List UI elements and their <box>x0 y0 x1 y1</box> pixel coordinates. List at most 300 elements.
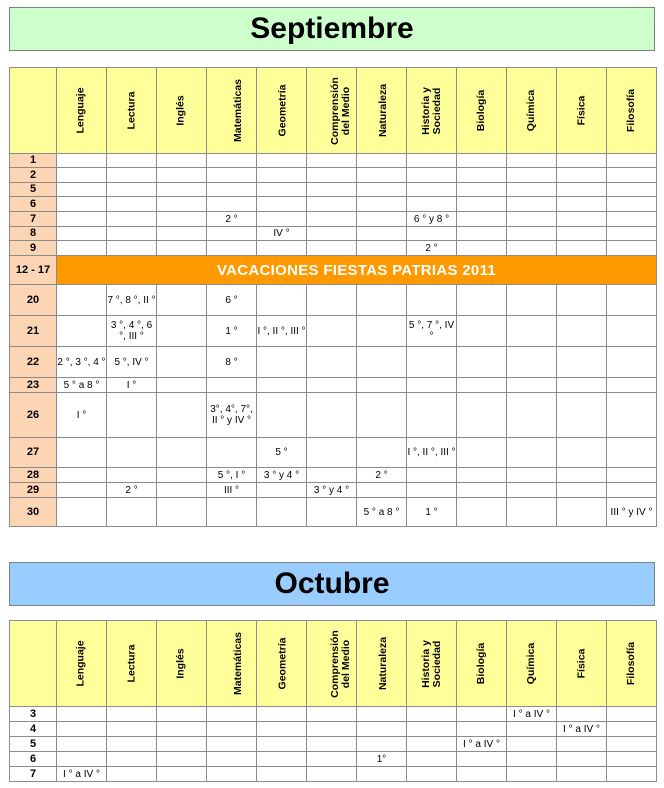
schedule-cell <box>107 154 157 168</box>
schedule-cell <box>307 227 357 241</box>
subject-header-filosofia <box>607 621 657 707</box>
subject-header-fisica <box>557 68 607 154</box>
schedule-cell <box>507 285 557 316</box>
schedule-cell <box>457 722 507 737</box>
schedule-cell <box>457 241 507 256</box>
schedule-cell <box>357 707 407 722</box>
schedule-cell <box>607 227 657 241</box>
schedule-cell <box>457 378 507 393</box>
schedule-cell <box>407 227 457 241</box>
schedule-cell <box>407 393 457 438</box>
subject-label: Filosofía <box>624 88 637 133</box>
schedule-cell <box>407 707 457 722</box>
schedule-cell <box>257 168 307 183</box>
table-row <box>10 183 657 197</box>
schedule-cell <box>57 737 107 752</box>
subject-header-comprension-del-medio <box>307 68 357 154</box>
schedule-cell <box>507 154 557 168</box>
subject-label: Naturaleza <box>377 636 390 691</box>
schedule-cell: I ° a IV ° <box>457 737 507 752</box>
schedule-cell <box>357 438 407 468</box>
day-number: 27 <box>10 438 57 468</box>
month-title-october: Octubre <box>9 562 655 606</box>
schedule-cell <box>607 154 657 168</box>
schedule-cell <box>157 483 207 498</box>
schedule-cell <box>157 241 207 256</box>
day-number: 3 <box>10 707 57 722</box>
schedule-cell <box>457 468 507 483</box>
schedule-cell <box>557 227 607 241</box>
schedule-cell <box>457 154 507 168</box>
schedule-cell <box>457 707 507 722</box>
day-number: 22 <box>10 347 57 378</box>
schedule-cell: I ° a IV ° <box>507 707 557 722</box>
schedule-cell <box>507 197 557 212</box>
schedule-cell <box>557 241 607 256</box>
schedule-cell <box>307 285 357 316</box>
subject-label: Matemáticas <box>232 78 245 143</box>
schedule-cell <box>57 438 107 468</box>
schedule-cell <box>207 197 257 212</box>
schedule-cell <box>507 483 557 498</box>
subject-header-matematicas <box>207 68 257 154</box>
schedule-cell <box>157 168 207 183</box>
schedule-cell <box>257 737 307 752</box>
schedule-cell <box>107 227 157 241</box>
schedule-cell <box>607 316 657 347</box>
subject-label: Biología <box>474 642 487 685</box>
schedule-cell: 1° <box>357 752 407 767</box>
schedule-cell <box>607 722 657 737</box>
schedule-cell <box>607 707 657 722</box>
table-row <box>10 468 657 483</box>
subject-header-row <box>10 68 657 154</box>
schedule-cell <box>207 752 257 767</box>
subject-header-naturaleza <box>357 621 407 707</box>
schedule-cell <box>357 285 407 316</box>
schedule-cell <box>257 722 307 737</box>
schedule-cell <box>257 767 307 782</box>
schedule-cell <box>257 183 307 197</box>
schedule-cell <box>307 468 357 483</box>
subject-header-historia-y-sociedad <box>407 621 457 707</box>
schedule-cell <box>307 154 357 168</box>
schedule-cell <box>307 767 357 782</box>
subject-header-biologia <box>457 621 507 707</box>
subject-header-comprension-del-medio <box>307 621 357 707</box>
schedule-cell <box>607 737 657 752</box>
schedule-cell: 5 ° a 8 ° <box>57 378 107 393</box>
schedule-cell: III ° y IV ° <box>607 498 657 527</box>
day-number: 5 <box>10 183 57 197</box>
schedule-cell <box>307 212 357 227</box>
schedule-cell <box>307 737 357 752</box>
schedule-cell <box>507 227 557 241</box>
schedule-cell: I ° <box>57 393 107 438</box>
schedule-cell <box>407 752 457 767</box>
schedule-cell <box>357 767 407 782</box>
schedule-cell <box>57 316 107 347</box>
schedule-cell <box>607 347 657 378</box>
schedule-cell <box>157 767 207 782</box>
schedule-cell <box>457 483 507 498</box>
schedule-cell <box>507 722 557 737</box>
schedule-cell <box>207 767 257 782</box>
schedule-cell <box>157 722 207 737</box>
day-number: 5 <box>10 737 57 752</box>
schedule-cell <box>557 498 607 527</box>
schedule-cell <box>457 752 507 767</box>
day-number: 2 <box>10 168 57 183</box>
subject-label: Naturaleza <box>377 83 390 138</box>
schedule-cell <box>507 393 557 438</box>
schedule-cell: 1 ° <box>207 316 257 347</box>
schedule-cell <box>57 483 107 498</box>
schedule-cell <box>457 183 507 197</box>
schedule-cell <box>557 347 607 378</box>
schedule-cell <box>457 212 507 227</box>
schedule-cell <box>107 468 157 483</box>
schedule-cell: 2 ° <box>407 241 457 256</box>
subject-label: Inglés <box>175 648 187 679</box>
schedule-cell <box>107 197 157 212</box>
day-number: 6 <box>10 197 57 212</box>
schedule-cell <box>557 483 607 498</box>
schedule-cell <box>557 168 607 183</box>
day-number: 29 <box>10 483 57 498</box>
schedule-cell: 5 ° a 8 ° <box>357 498 407 527</box>
schedule-cell: I ° a IV ° <box>57 767 107 782</box>
subject-label: Lenguaje <box>75 87 87 134</box>
schedule-cell <box>607 241 657 256</box>
schedule-cell: 3 ° y 4 ° <box>257 468 307 483</box>
schedule-cell: 2 ° <box>357 468 407 483</box>
schedule-cell <box>207 378 257 393</box>
schedule-cell <box>107 707 157 722</box>
table-row <box>10 393 657 438</box>
subject-header-ingles <box>157 68 207 154</box>
schedule-cell <box>257 707 307 722</box>
schedule-cell: 2 °, 3 °, 4 ° <box>57 347 107 378</box>
schedule-cell <box>107 393 157 438</box>
schedule-cell <box>157 438 207 468</box>
schedule-cell: 5 °, 7 °, IV ° <box>407 316 457 347</box>
schedule-cell <box>207 168 257 183</box>
schedule-cell <box>507 241 557 256</box>
subject-header-quimica <box>507 621 557 707</box>
subject-header-naturaleza <box>357 68 407 154</box>
schedule-cell <box>557 438 607 468</box>
subject-header-lenguaje <box>57 68 107 154</box>
table-row <box>10 722 657 737</box>
table-row <box>10 197 657 212</box>
table-row <box>10 168 657 183</box>
subject-header-lenguaje <box>57 621 107 707</box>
table-row <box>10 347 657 378</box>
schedule-cell <box>557 316 607 347</box>
schedule-cell <box>257 241 307 256</box>
schedule-cell <box>57 468 107 483</box>
schedule-cell <box>507 347 557 378</box>
schedule-cell <box>257 197 307 212</box>
schedule-cell: 3°, 4°, 7°, II ° y IV ° <box>207 393 257 438</box>
schedule-cell <box>457 767 507 782</box>
schedule-cell: I °, II °, III ° <box>257 316 307 347</box>
schedule-cell <box>307 438 357 468</box>
schedule-cell <box>557 212 607 227</box>
schedule-cell <box>157 154 207 168</box>
schedule-cell <box>207 707 257 722</box>
table-row <box>10 154 657 168</box>
schedule-cell <box>57 752 107 767</box>
schedule-cell <box>357 183 407 197</box>
day-number: 8 <box>10 227 57 241</box>
schedule-cell <box>57 168 107 183</box>
header-corner <box>10 621 57 707</box>
subject-label: Historia y Sociedad <box>419 639 443 688</box>
schedule-cell <box>407 168 457 183</box>
schedule-cell <box>607 285 657 316</box>
schedule-cell <box>157 197 207 212</box>
schedule-cell <box>557 378 607 393</box>
schedule-cell <box>507 168 557 183</box>
schedule-cell: 1 ° <box>407 498 457 527</box>
subject-label: Historia y Sociedad <box>419 86 443 135</box>
day-number: 12 - 17 <box>10 256 57 285</box>
table-row <box>10 438 657 468</box>
subject-label: Química <box>525 642 537 685</box>
schedule-cell <box>557 183 607 197</box>
schedule-cell <box>507 737 557 752</box>
schedule-cell <box>57 197 107 212</box>
schedule-cell <box>257 154 307 168</box>
schedule-cell <box>407 722 457 737</box>
schedule-cell <box>257 347 307 378</box>
schedule-cell <box>307 183 357 197</box>
schedule-cell <box>107 241 157 256</box>
schedule-cell <box>607 378 657 393</box>
schedule-cell <box>157 752 207 767</box>
subject-header-geometria <box>257 68 307 154</box>
schedule-cell <box>507 468 557 483</box>
schedule-cell <box>157 183 207 197</box>
schedule-cell <box>507 752 557 767</box>
schedule-cell <box>307 393 357 438</box>
day-number: 6 <box>10 752 57 767</box>
day-number: 7 <box>10 212 57 227</box>
day-number: 26 <box>10 393 57 438</box>
schedule-cell <box>357 154 407 168</box>
schedule-cell <box>57 241 107 256</box>
table-row <box>10 752 657 767</box>
schedule-cell: I ° <box>107 378 157 393</box>
schedule-cell: 6 ° <box>207 285 257 316</box>
subject-header-lectura <box>107 621 157 707</box>
schedule-cell <box>607 483 657 498</box>
schedule-cell <box>157 347 207 378</box>
schedule-cell <box>57 183 107 197</box>
schedule-cell <box>157 393 207 438</box>
schedule-cell <box>307 378 357 393</box>
schedule-cell: I ° a IV ° <box>557 722 607 737</box>
subject-label: Inglés <box>175 95 187 126</box>
schedule-cell: 8 ° <box>207 347 257 378</box>
subject-label: Biología <box>474 89 487 132</box>
schedule-cell <box>257 212 307 227</box>
schedule-cell <box>457 285 507 316</box>
subject-header-row <box>10 621 657 707</box>
schedule-cell <box>257 498 307 527</box>
schedule-cell <box>457 498 507 527</box>
schedule-cell <box>407 285 457 316</box>
subject-header-fisica <box>557 621 607 707</box>
day-number: 7 <box>10 767 57 782</box>
schedule-cell <box>607 197 657 212</box>
schedule-cell: 2 ° <box>207 212 257 227</box>
schedule-cell: 5 ° <box>257 438 307 468</box>
schedule-cell <box>107 438 157 468</box>
schedule-cell <box>57 154 107 168</box>
schedule-cell <box>257 483 307 498</box>
schedule-cell <box>57 722 107 737</box>
subject-header-geometria <box>257 621 307 707</box>
schedule-cell <box>557 767 607 782</box>
schedule-cell <box>607 767 657 782</box>
schedule-cell <box>407 154 457 168</box>
schedule-cell <box>257 378 307 393</box>
schedule-cell: 3 °, 4 °, 6 °, III ° <box>107 316 157 347</box>
subject-label: Matemáticas <box>232 631 245 696</box>
subject-header-quimica <box>507 68 557 154</box>
schedule-cell <box>157 227 207 241</box>
schedule-cell <box>157 468 207 483</box>
schedule-cell <box>407 347 457 378</box>
schedule-cell <box>507 212 557 227</box>
schedule-cell <box>557 468 607 483</box>
day-number: 4 <box>10 722 57 737</box>
schedule-cell <box>607 393 657 438</box>
schedule-cell <box>207 241 257 256</box>
schedule-cell <box>157 707 207 722</box>
schedule-cell <box>307 752 357 767</box>
schedule-cell <box>257 285 307 316</box>
schedule-cell: I °, II °, III ° <box>407 438 457 468</box>
month-title-september: Septiembre <box>9 7 655 51</box>
schedule-cell <box>457 227 507 241</box>
schedule-cell <box>357 722 407 737</box>
table-row <box>10 227 657 241</box>
schedule-cell <box>357 347 407 378</box>
schedule-cell <box>507 378 557 393</box>
schedule-cell <box>457 393 507 438</box>
schedule-cell <box>307 168 357 183</box>
day-number: 28 <box>10 468 57 483</box>
table-row <box>10 767 657 782</box>
schedule-cell <box>357 241 407 256</box>
schedule-cell <box>407 737 457 752</box>
schedule-cell <box>57 498 107 527</box>
schedule-cell <box>557 393 607 438</box>
schedule-cell <box>157 285 207 316</box>
schedule-cell <box>357 483 407 498</box>
schedule-cell <box>557 285 607 316</box>
schedule-cell <box>407 483 457 498</box>
day-number: 9 <box>10 241 57 256</box>
schedule-cell <box>407 468 457 483</box>
schedule-cell <box>557 154 607 168</box>
schedule-cell <box>357 737 407 752</box>
schedule-cell <box>207 227 257 241</box>
table-row <box>10 212 657 227</box>
schedule-cell: 7 °, 8 °, II ° <box>107 285 157 316</box>
schedule-cell <box>357 212 407 227</box>
subject-label: Filosofía <box>624 641 637 686</box>
schedule-cell <box>357 168 407 183</box>
subject-label: Comprensión del Medio <box>328 76 352 145</box>
schedule-cell <box>207 154 257 168</box>
table-row <box>10 737 657 752</box>
schedule-cell <box>307 347 357 378</box>
schedule-cell <box>457 347 507 378</box>
schedule-cell <box>257 752 307 767</box>
schedule-cell: III ° <box>207 483 257 498</box>
schedule-cell <box>57 707 107 722</box>
schedule-cell <box>107 212 157 227</box>
schedule-cell: 3 ° y 4 ° <box>307 483 357 498</box>
day-number: 30 <box>10 498 57 527</box>
subject-header-biologia <box>457 68 507 154</box>
schedule-cell <box>457 168 507 183</box>
schedule-cell <box>557 752 607 767</box>
schedule-cell <box>457 197 507 212</box>
schedule-cell: 2 ° <box>107 483 157 498</box>
subject-label: Química <box>525 89 537 132</box>
table-row <box>10 316 657 347</box>
schedule-cell <box>107 737 157 752</box>
schedule-cell <box>107 722 157 737</box>
schedule-cell <box>107 767 157 782</box>
subject-label: Comprensión del Medio <box>328 629 352 698</box>
schedule-cell <box>57 285 107 316</box>
schedule-cell <box>307 197 357 212</box>
schedule-cell <box>157 212 207 227</box>
schedule-cell <box>357 227 407 241</box>
schedule-cell <box>207 438 257 468</box>
schedule-cell <box>507 767 557 782</box>
day-number: 23 <box>10 378 57 393</box>
schedule-cell <box>157 498 207 527</box>
schedule-cell <box>507 316 557 347</box>
table-row <box>10 241 657 256</box>
schedule-cell <box>307 241 357 256</box>
subject-header-filosofia <box>607 68 657 154</box>
september-calendar-table <box>9 67 657 527</box>
schedule-cell <box>257 393 307 438</box>
schedule-cell <box>207 183 257 197</box>
table-row <box>10 378 657 393</box>
schedule-cell <box>307 707 357 722</box>
subject-label: Lectura <box>125 644 137 683</box>
schedule-cell <box>407 378 457 393</box>
schedule-cell <box>607 183 657 197</box>
schedule-cell <box>407 197 457 212</box>
subject-header-lectura <box>107 68 157 154</box>
subject-label: Lenguaje <box>75 640 87 687</box>
schedule-cell <box>107 498 157 527</box>
schedule-cell <box>107 183 157 197</box>
table-row <box>10 498 657 527</box>
schedule-cell <box>507 183 557 197</box>
